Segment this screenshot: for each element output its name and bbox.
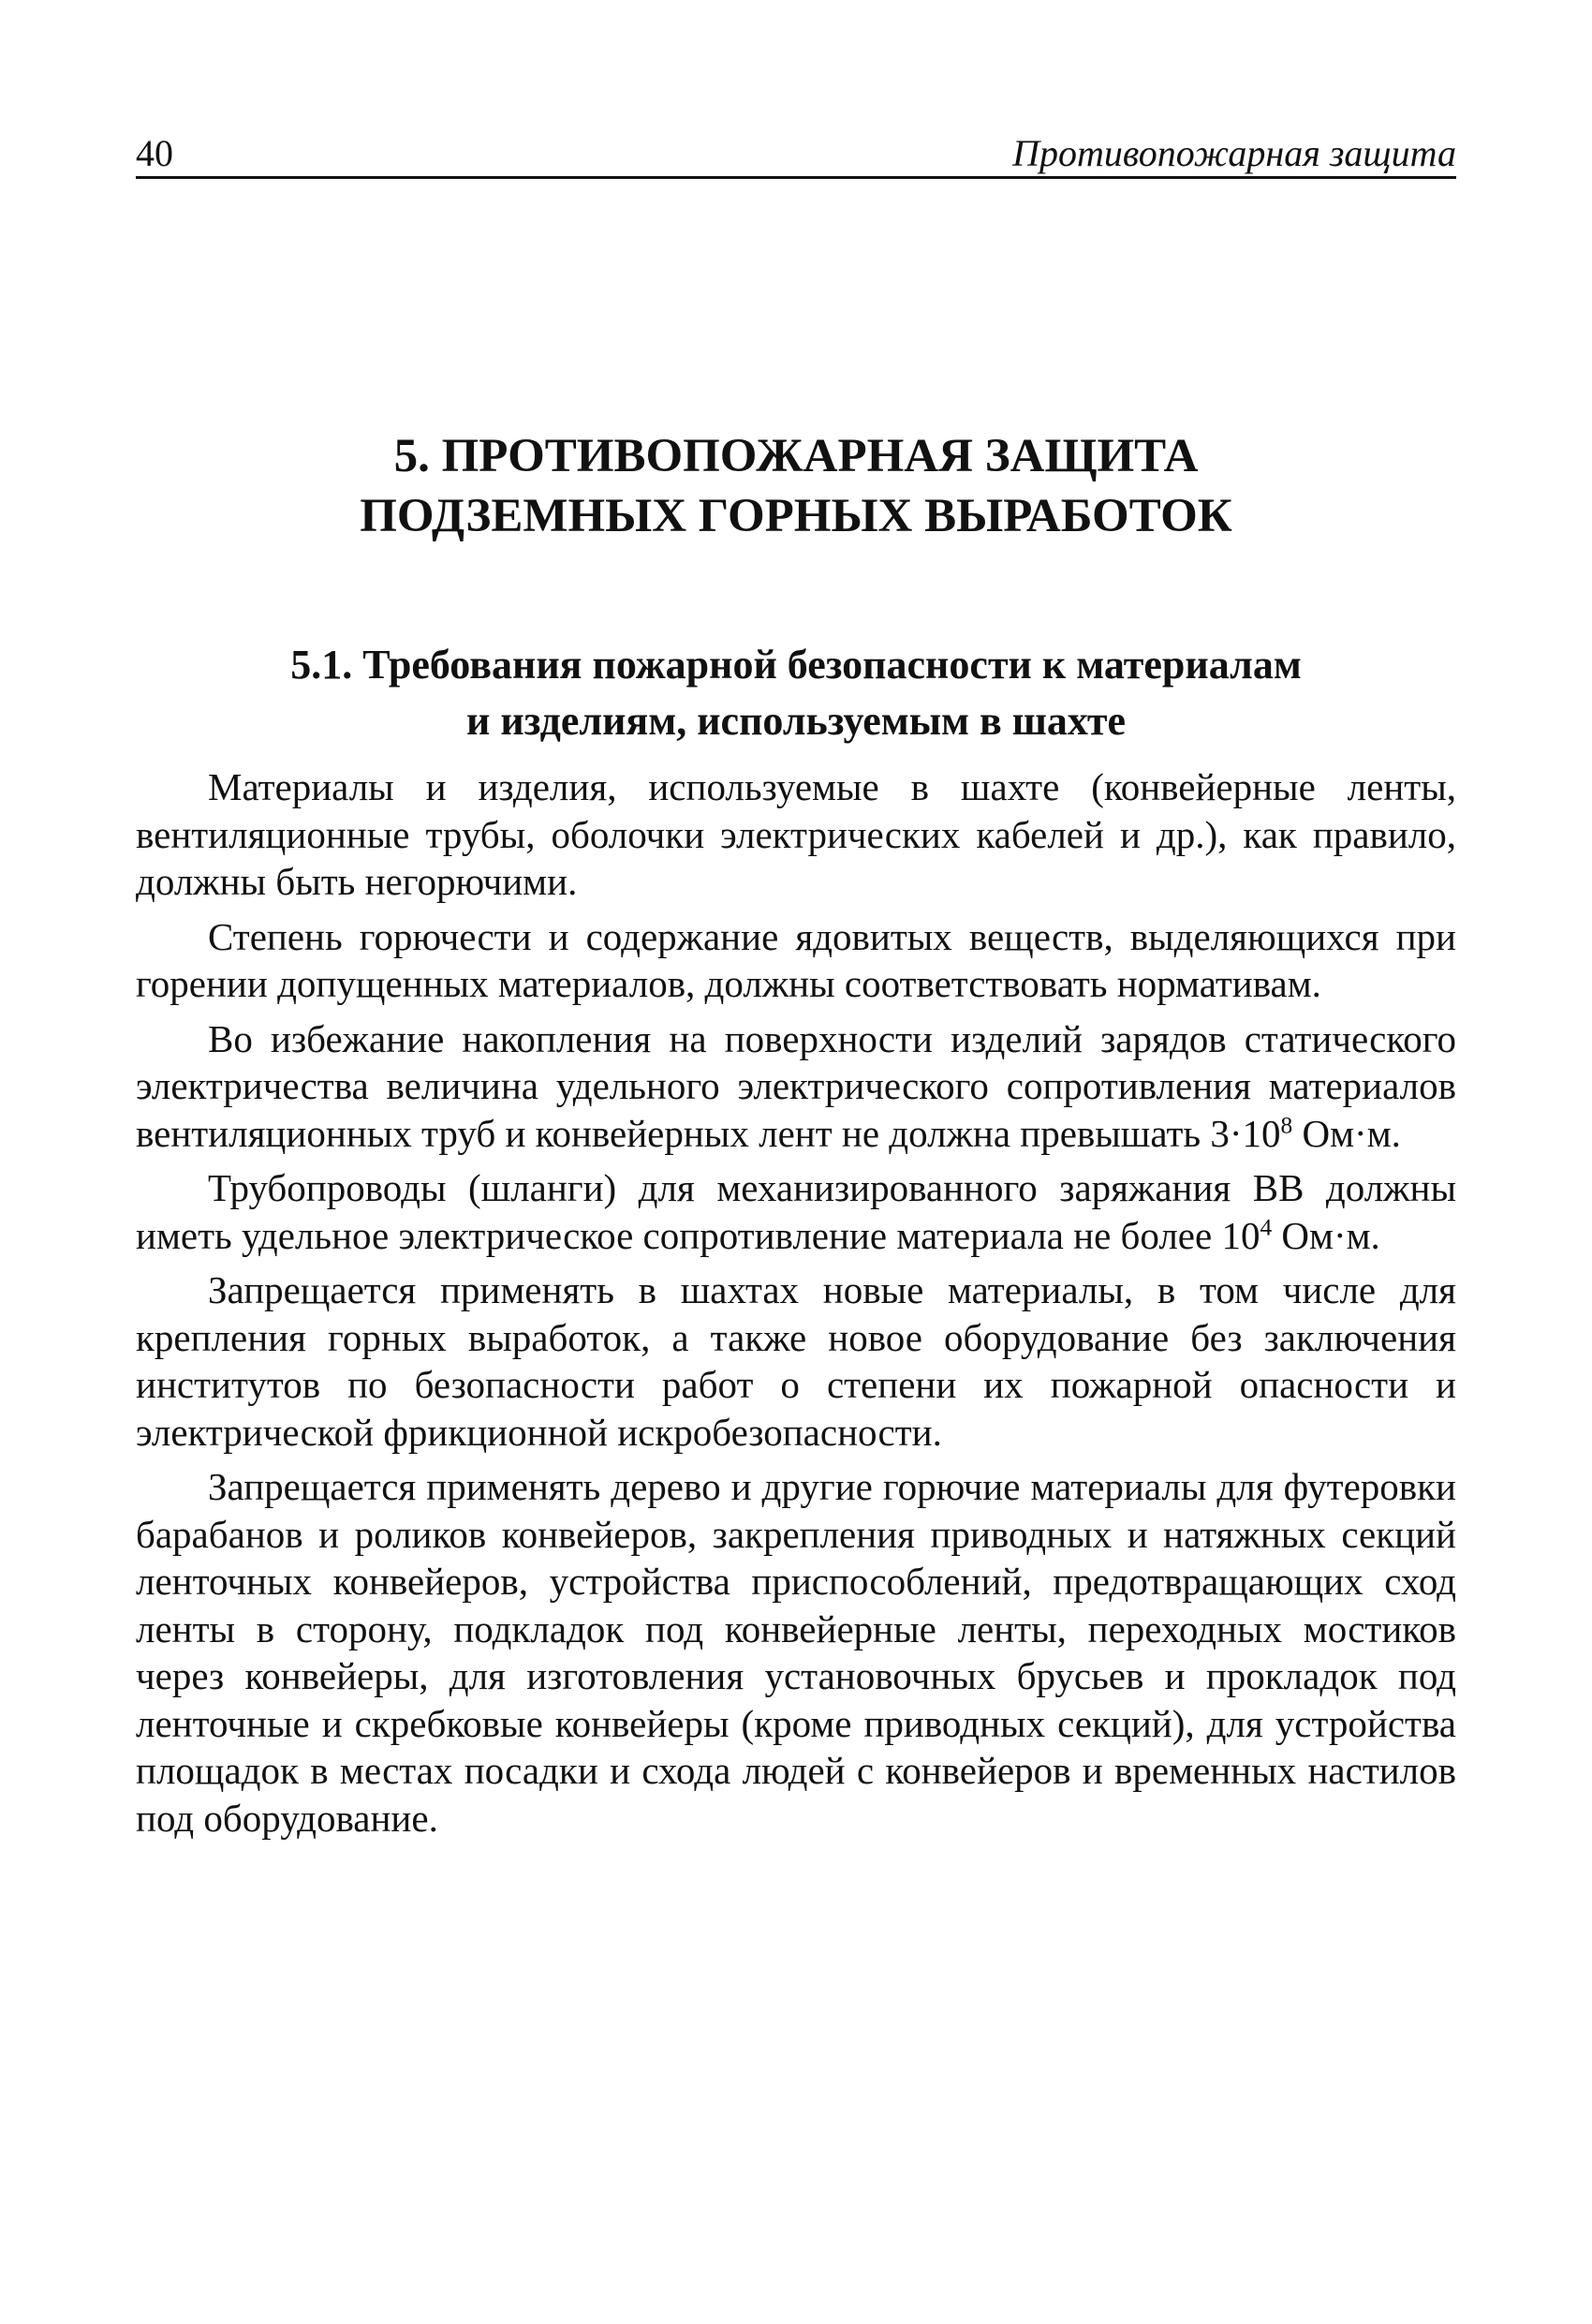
exponent-4: 4 bbox=[1260, 1213, 1273, 1240]
exponent-8: 8 bbox=[1280, 1111, 1293, 1138]
paragraph-static-electricity bbox=[136, 1015, 1456, 1158]
paragraph-new-materials: Запрещается применять в шахтах новые материалы, в том числе для крепления горных выработок, а также новое оборудование без заключения институтов по безопасности работ о степени их пожарной опасности и электрической фрикционной искробезопасности. bbox=[136, 1268, 1456, 1454]
paragraph-materials: Материалы и изделия, используемые в шахте (конвейерные ленты, вентиляционные трубы, оболочки электрических кабелей и др.), как правило, должны быть негорючими. bbox=[136, 765, 1456, 903]
chapter-title-line-1: 5. ПРОТИВОПОЖАРНАЯ ЗАЩИТА bbox=[393, 430, 1199, 482]
section-title-line-1: 5.1. Требования пожарной безопасности к материалам bbox=[290, 642, 1302, 688]
page-header bbox=[136, 131, 1456, 184]
page-number: 40 bbox=[136, 132, 173, 174]
unit-ohm-meter: Ом·м. bbox=[1272, 1213, 1380, 1257]
body-text bbox=[136, 763, 1456, 1849]
chapter-title-line-2: ПОДЗЕМНЫХ ГОРНЫХ ВЫРАБОТОК bbox=[360, 490, 1232, 542]
section-title-line-2: и изделиям, используемым в шахте bbox=[466, 698, 1126, 744]
running-title: Противопожарная защита bbox=[1012, 132, 1456, 174]
unit-ohm-meter: Ом·м. bbox=[1292, 1111, 1401, 1155]
paragraph-combustible-prohibition: Запрещается применять дерево и другие горючие материалы для футеровки барабанов и роликов конвейеров, закрепления приводных и натяжных секций ленточных конвейеров, устройства приспособлений, предотвращающих сход ленты в сторону, подкладок под конвейерные ленты, переходных мостиков через конвейеры, для изготовления установочных брусьев и прокладок под ленточные и скребковые конвейеры (кроме приводных секций), для устройства площадок в местах посадки и схода людей с конвейеров и временных настилов под оборудование. bbox=[136, 1465, 1456, 1840]
paragraph-flammability: Степень горючести и содержание ядовитых веществ, выделяющихся при горении допущенных материалов, должны соответствовать нормативам. bbox=[136, 914, 1456, 1005]
paragraph-hoses-text: Трубопроводы (шланги) для механизированного заряжания ВВ должны иметь удельное электрическое сопротивление материала не более 10 bbox=[136, 1166, 1456, 1257]
header-rule bbox=[136, 176, 1456, 179]
chapter-title bbox=[136, 426, 1456, 546]
paragraph-hoses bbox=[136, 1164, 1456, 1259]
paragraph-static-text: Во избежание накопления на поверхности изделий зарядов статического электричества величина удельного электрического сопротивления материалов вентиляционных труб и конвейерных лент не должна превышать 3·10 bbox=[136, 1016, 1456, 1155]
section-title bbox=[136, 637, 1456, 749]
